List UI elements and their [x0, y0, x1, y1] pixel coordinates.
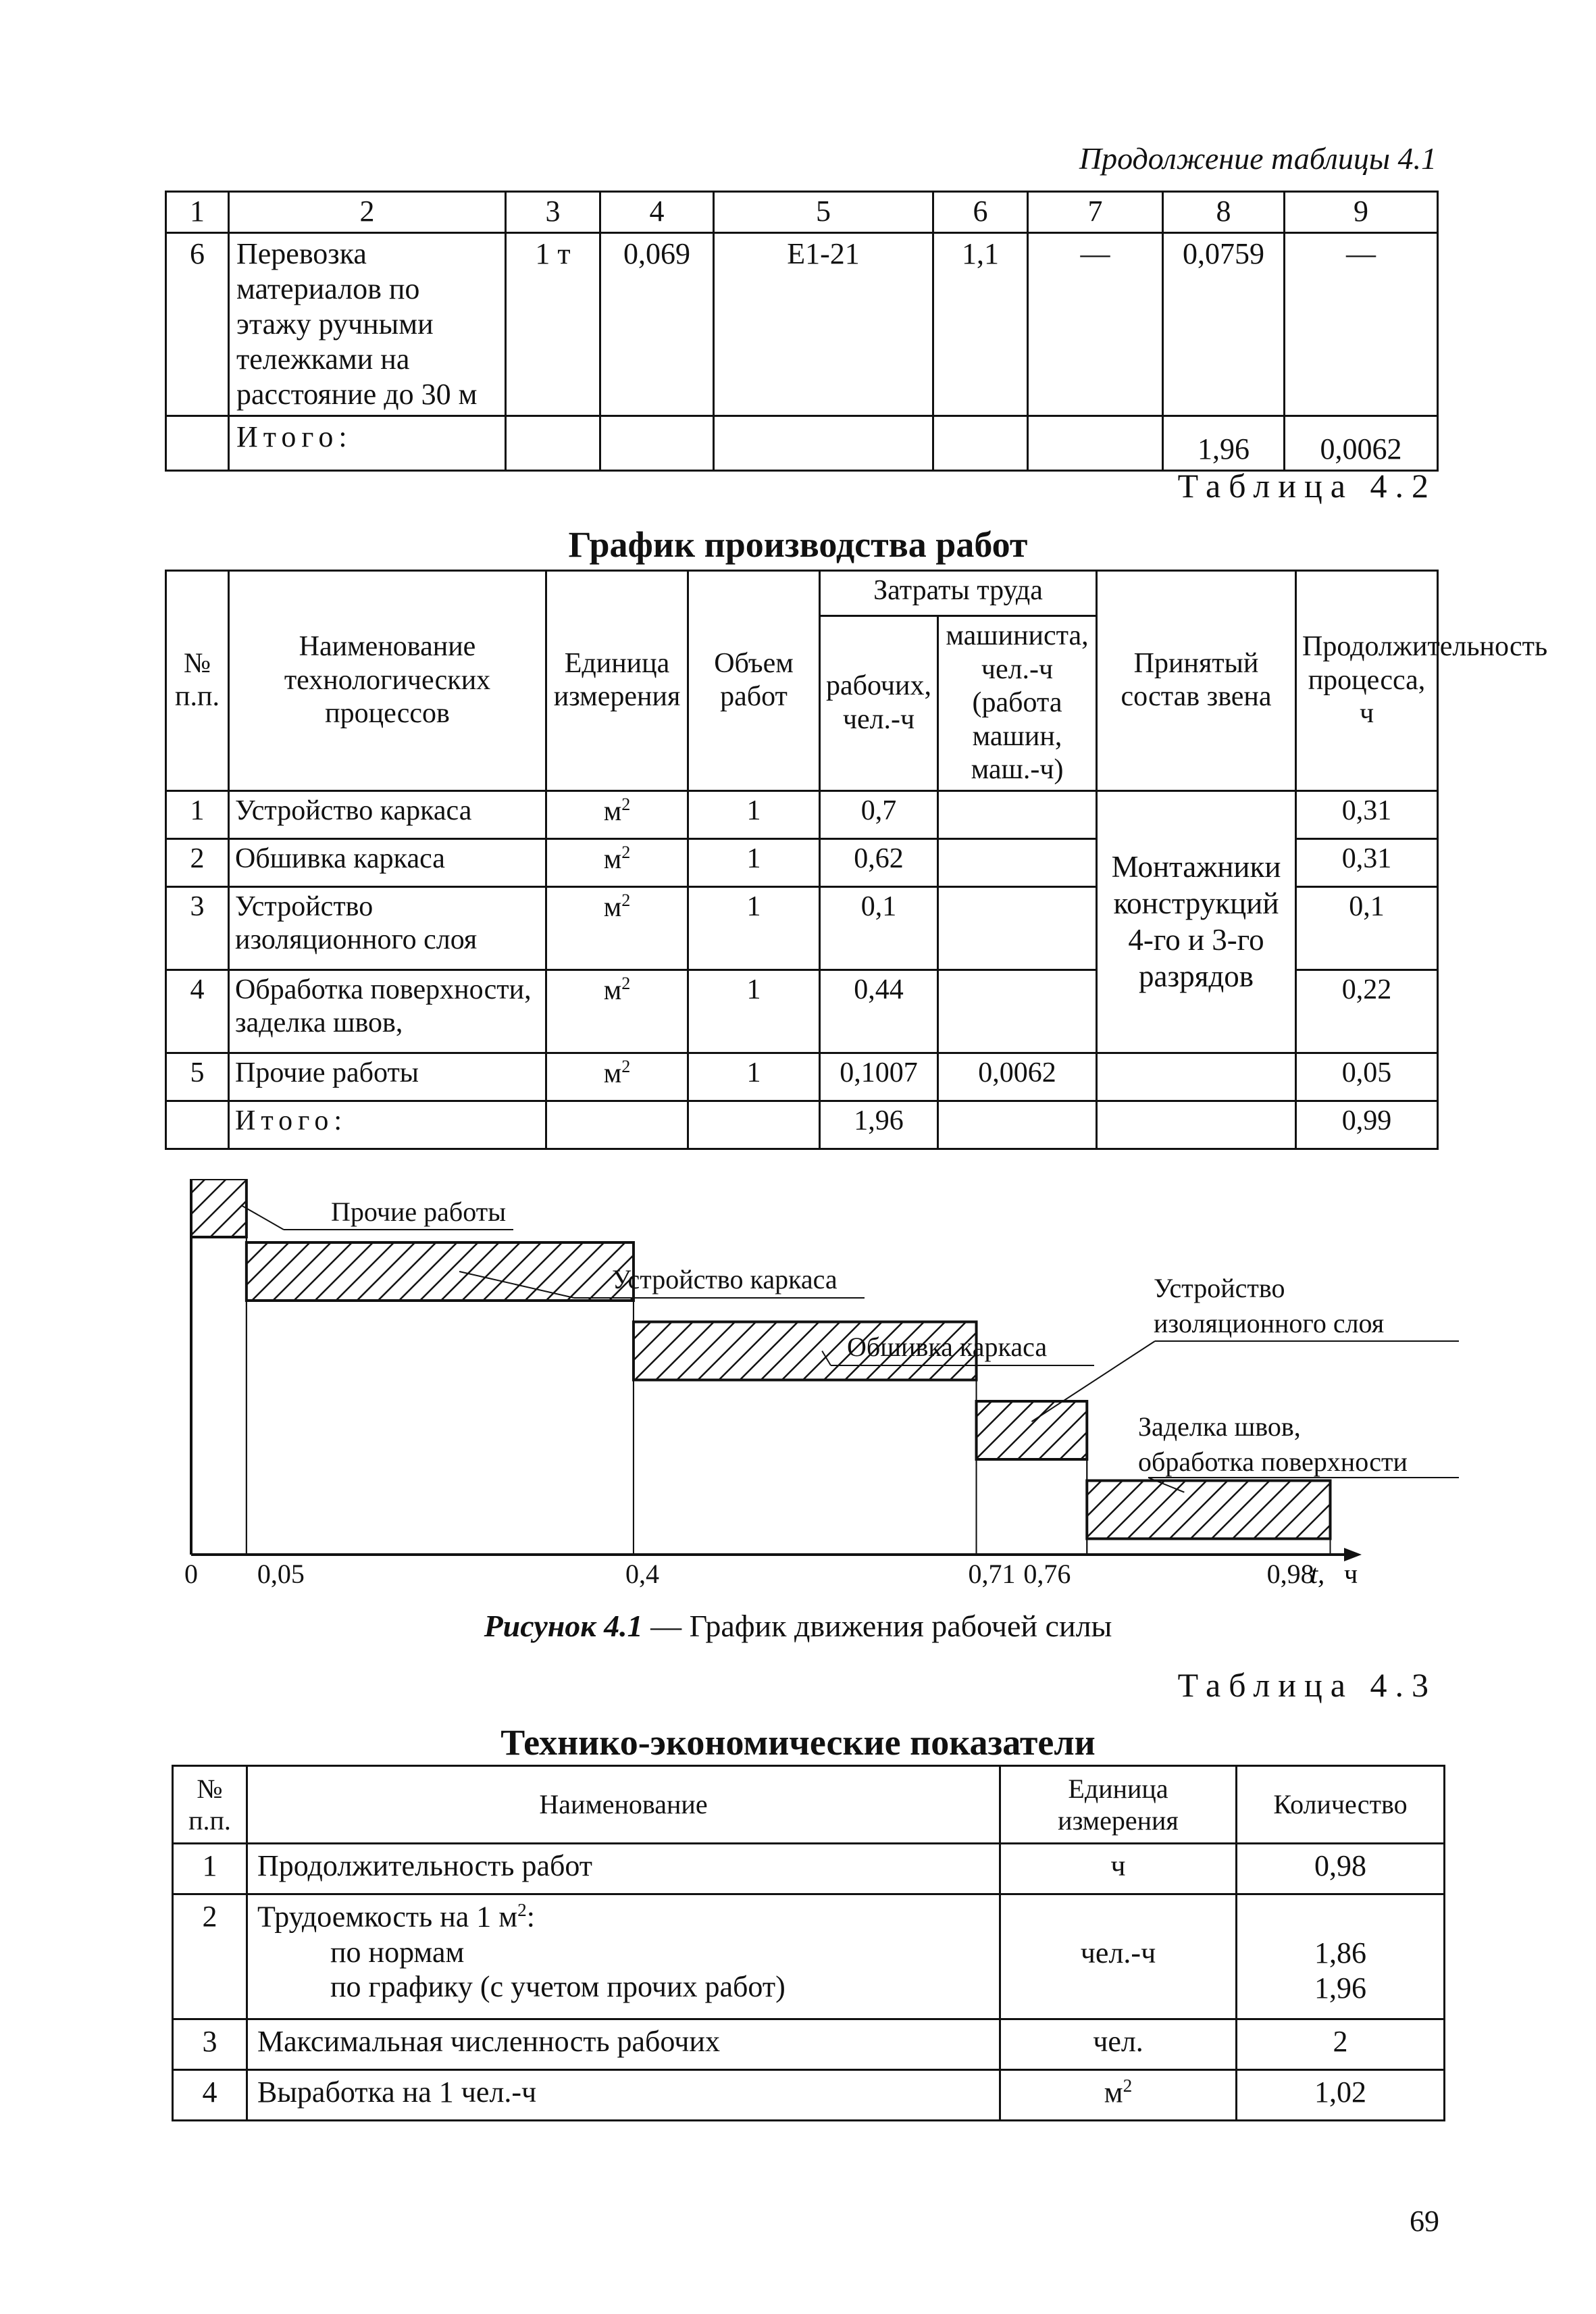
- t42-total-row: [166, 1101, 1438, 1149]
- t41-col-8: 8: [1163, 192, 1285, 233]
- callout-прочие-работы: [241, 1197, 513, 1230]
- table-4-2-title: График производства работ: [568, 524, 1028, 565]
- t43-r2-sub2: по графику (с учетом прочих работ): [330, 1970, 786, 2004]
- page-number: 69: [1410, 2205, 1439, 2238]
- t41-col-2: 2: [229, 192, 506, 233]
- table-4-3: [172, 1765, 1445, 2121]
- t41-col-7: 7: [1028, 192, 1163, 233]
- t42-crew-cell: Монтажники конструкций 4-го и 3-го разрядов: [1097, 790, 1296, 1053]
- callout-label: Обшивка каркаса: [847, 1332, 1048, 1362]
- t41-row-c8: 0,0759: [1163, 233, 1285, 416]
- t42-header-duration: Продолжительность процесса, ч: [1296, 571, 1438, 791]
- t42-header-machinist: машиниста, чел.-ч (работа машин, маш.-ч): [938, 616, 1097, 791]
- t42-r5-volume: 1: [688, 1053, 820, 1101]
- t42-r2-num: 2: [166, 838, 229, 886]
- table-4-3-title: Технико-экономические показатели: [500, 1722, 1096, 1763]
- t43-r3-num: 3: [173, 2019, 247, 2070]
- figure-caption-text: — График движения рабочей силы: [642, 1609, 1112, 1643]
- t41-row-c4: 0,069: [600, 233, 714, 416]
- t42-r4-duration: 0,22: [1296, 970, 1438, 1053]
- t41-row-unit: 1 т: [506, 233, 600, 416]
- t41-row-c9: —: [1285, 233, 1438, 416]
- t42-r3-workers: 0,1: [820, 886, 938, 970]
- t42-r3-machinist: [938, 886, 1097, 970]
- t42-header-name: Наименование технологических процессов: [229, 571, 546, 791]
- callout-label: Устройство каркаса: [612, 1264, 838, 1294]
- chart-axis-unit: ч: [1344, 1559, 1358, 1589]
- t42-r3-duration: 0,1: [1296, 886, 1438, 970]
- t43-r2-name: Трудоемкость на 1 $м^2$:: [257, 1900, 536, 1934]
- t42-header-num: № п.п.: [166, 571, 229, 791]
- t42-r5-name: Прочие работы: [229, 1053, 546, 1101]
- table-row: [173, 1844, 1445, 1894]
- bar-1: [191, 1179, 247, 1237]
- t43-header-row: [173, 1766, 1445, 1844]
- t42-r1-num: 1: [166, 790, 229, 838]
- t41-row-c6: 1,1: [933, 233, 1028, 416]
- t41-row-number: 6: [166, 233, 229, 416]
- t42-r1-name: Устройство каркаса: [229, 790, 546, 838]
- table-4-1: [165, 191, 1439, 472]
- t42-r5-machinist: 0,0062: [938, 1053, 1097, 1101]
- t42-header-row-1: [166, 571, 1438, 616]
- callout-label: изоляционного слоя: [1154, 1308, 1385, 1338]
- t42-header-crew: Принятый состав звена: [1097, 571, 1296, 791]
- t43-r2-num: 2: [173, 1894, 247, 2019]
- x-tick-label: 0,05: [257, 1559, 305, 1589]
- t41-total-c9: 0,0062: [1285, 416, 1438, 470]
- t42-r3-num: 3: [166, 886, 229, 970]
- table-row: [173, 1894, 1445, 2019]
- t42-r5-workers: 0,1007: [820, 1053, 938, 1101]
- t42-r4-machinist: [938, 970, 1097, 1053]
- x-tick-label: 0: [184, 1559, 198, 1589]
- t43-header-unit: Единица измерения: [1000, 1766, 1237, 1844]
- t42-r3-unit: $м^2$: [546, 886, 688, 970]
- t42-r5-unit: $м^2$: [546, 1053, 688, 1101]
- t42-r3-name: Устройство изоляционного слоя: [229, 886, 546, 970]
- t42-r1-workers: 0,7: [820, 790, 938, 838]
- t41-total-c8: 1,96: [1163, 416, 1285, 470]
- t42-total-duration: 0,99: [1296, 1101, 1438, 1149]
- callout-label: обработка поверхности: [1138, 1447, 1408, 1477]
- t42-r3-volume: 1: [688, 886, 820, 970]
- bar-2: [247, 1242, 634, 1301]
- table-4-2: [165, 570, 1548, 1150]
- t41-row-name: Перевозка материалов по этажу ручными тележками на расстояние до 30 м: [229, 233, 506, 416]
- t41-col-6: 6: [933, 192, 1028, 233]
- table-row: [166, 790, 1438, 838]
- t43-r3-unit: чел.: [1000, 2019, 1237, 2070]
- table-row: [166, 233, 1438, 416]
- t42-header-labor: Затраты труда: [820, 571, 1097, 616]
- t42-r1-unit: $м^2$: [546, 790, 688, 838]
- table-continuation-caption: Продолжение таблицы 4.1: [1079, 141, 1437, 176]
- t42-header-workers: рабочих, чел.-ч: [820, 616, 938, 791]
- table-4-1-header-row: [166, 192, 1438, 233]
- x-tick-label: 0,4: [625, 1559, 659, 1589]
- t42-r2-unit: $м^2$: [546, 838, 688, 886]
- callout-устройство-изоляционного-слоя: [1031, 1273, 1459, 1422]
- t41-row-c7: —: [1028, 233, 1163, 416]
- t42-r2-volume: 1: [688, 838, 820, 886]
- t42-r1-machinist: [938, 790, 1097, 838]
- t43-r4-qty: 1,02: [1237, 2070, 1445, 2121]
- t42-r2-name: Обшивка каркаса: [229, 838, 546, 886]
- t42-r2-workers: 0,62: [820, 838, 938, 886]
- t43-r4-num: 4: [173, 2070, 247, 2121]
- t43-header-qty: Количество: [1237, 1766, 1445, 1844]
- table-row: [173, 2019, 1445, 2070]
- chart-bars: [191, 1179, 1331, 1539]
- callout-label: Прочие работы: [331, 1197, 507, 1227]
- t41-col-9: 9: [1285, 192, 1438, 233]
- t43-r1-num: 1: [173, 1844, 247, 1894]
- x-tick-label: 0,71: [968, 1559, 1016, 1589]
- figure-caption: [0, 1608, 1596, 1644]
- t41-col-3: 3: [506, 192, 600, 233]
- table-4-3-label: Таблица 4.3: [1177, 1666, 1437, 1704]
- chart-axis-unit-symbol: t,: [1310, 1559, 1325, 1589]
- chart-tick-labels: [184, 1559, 1314, 1589]
- t43-r3-name: Максимальная численность рабочих: [247, 2019, 1000, 2070]
- t43-header-name: Наименование: [247, 1766, 1000, 1844]
- bar-5: [1087, 1481, 1330, 1539]
- t42-r1-duration: 0,31: [1296, 790, 1438, 838]
- t43-r2-name-cell: [247, 1894, 1000, 2019]
- t43-r1-qty: 0,98: [1237, 1844, 1445, 1894]
- t43-r2-unit: чел.-ч: [1000, 1894, 1237, 2019]
- t43-r2-qty-cell: [1237, 1894, 1445, 2019]
- figure-caption-label: Рисунок 4.1: [484, 1609, 643, 1643]
- t41-col-4: 4: [600, 192, 714, 233]
- callout-label: Заделка швов,: [1138, 1411, 1301, 1442]
- table-4-1-total-row: [166, 416, 1438, 470]
- callout-leader: [1031, 1341, 1155, 1422]
- t43-r2-qty1: 1,86: [1314, 1936, 1366, 1969]
- t43-r1-name: Продолжительность работ: [247, 1844, 1000, 1894]
- t42-r2-machinist: [938, 838, 1097, 886]
- bar-4: [977, 1401, 1087, 1459]
- chart-callouts: [241, 1197, 1459, 1492]
- t42-r4-workers: 0,44: [820, 970, 938, 1053]
- labor-force-chart: [162, 1179, 1459, 1591]
- t42-r4-unit: $м^2$: [546, 970, 688, 1053]
- t42-header-unit: Единица измерения: [546, 571, 688, 791]
- t42-header-volume: Объем работ: [688, 571, 820, 791]
- table-4-2-label: Таблица 4.2: [1177, 467, 1437, 505]
- t43-r1-unit: ч: [1000, 1844, 1237, 1894]
- t43-r4-unit: $м^2$: [1000, 2070, 1237, 2121]
- table-row: [173, 2070, 1445, 2121]
- t43-r2-sub1: по нормам: [330, 1935, 465, 1969]
- t42-r5-duration: 0,05: [1296, 1053, 1438, 1101]
- t43-header-num: № п.п.: [173, 1766, 247, 1844]
- t41-col-1: 1: [166, 192, 229, 233]
- x-tick-label: 0,98: [1266, 1559, 1314, 1589]
- t43-r3-qty: 2: [1237, 2019, 1445, 2070]
- callout-label: Устройство: [1154, 1273, 1285, 1303]
- t41-col-5: 5: [714, 192, 933, 233]
- t42-r4-num: 4: [166, 970, 229, 1053]
- t43-r4-name: Выработка на 1 чел.-ч: [247, 2070, 1000, 2121]
- t42-r5-num: 5: [166, 1053, 229, 1101]
- t42-r4-name: Обработка поверхности, заделка швов,: [229, 970, 546, 1053]
- t42-r4-volume: 1: [688, 970, 820, 1053]
- x-tick-label: 0,76: [1023, 1559, 1071, 1589]
- table-row: [166, 1053, 1438, 1101]
- t42-total-workers: 1,96: [820, 1101, 938, 1149]
- t42-total-label: Итого:: [229, 1101, 546, 1149]
- t41-row-c5: Е1-21: [714, 233, 933, 416]
- t42-r1-volume: 1: [688, 790, 820, 838]
- t42-r2-duration: 0,31: [1296, 838, 1438, 886]
- callout-обшивка-каркаса: [822, 1332, 1094, 1365]
- t43-r2-qty2: 1,96: [1314, 1971, 1366, 2005]
- t41-total-label: Итого:: [229, 416, 506, 470]
